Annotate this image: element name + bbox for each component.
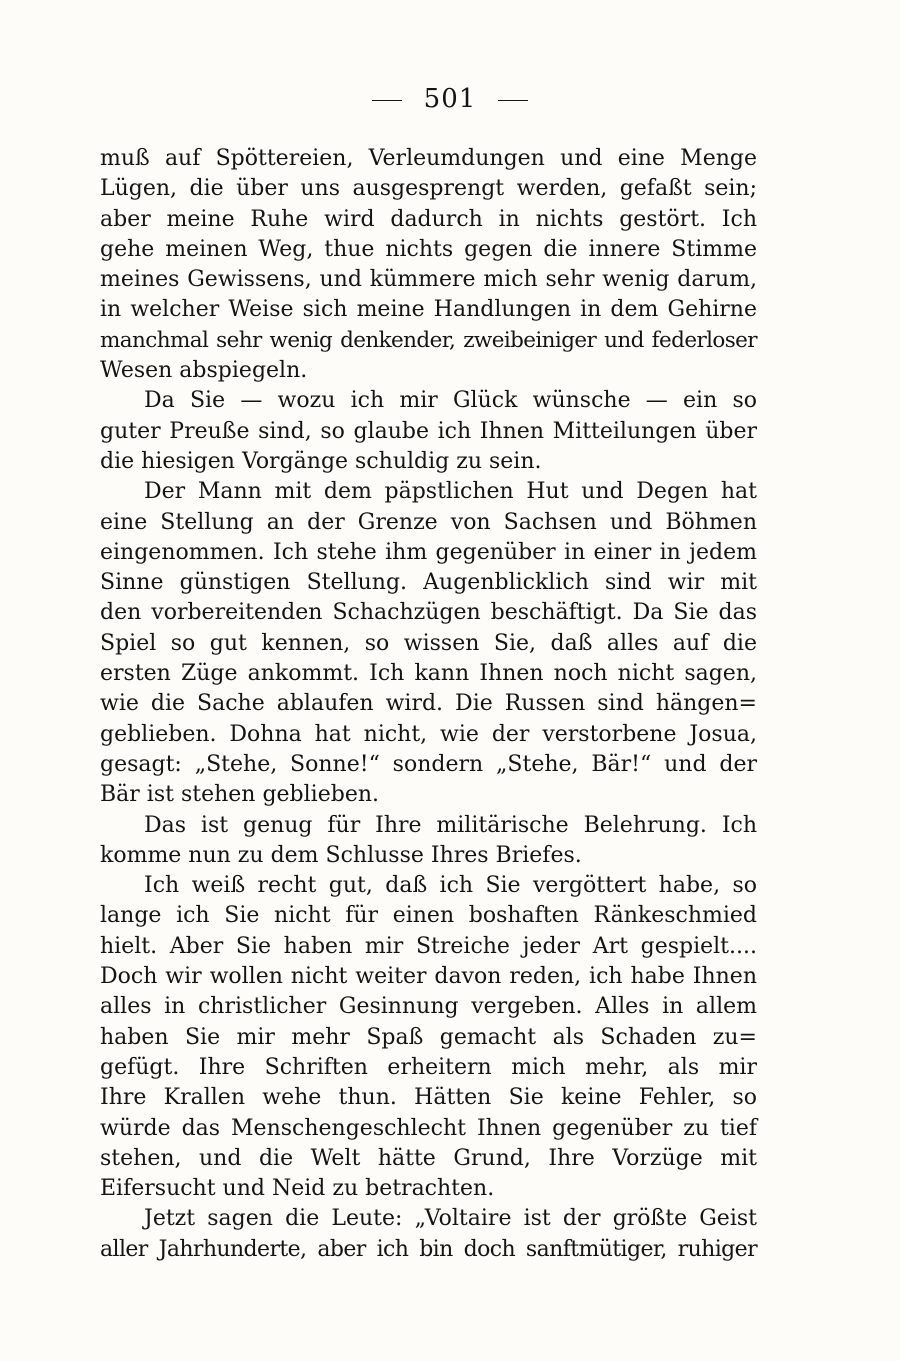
text-line: lange ich Sie nicht für einen boshaften Ränkeschmied	[100, 903, 757, 929]
text-line: Ich weiß recht gut, daß ich Sie vergöttert habe, so	[144, 873, 757, 899]
text-line: manchmal sehr wenig denkender, zweibeiniger und federloser	[100, 327, 757, 353]
text-line: gesagt: „Stehe, Sonne!“ sondern „Stehe, Bär!“ und der	[100, 751, 757, 777]
header-dash-left	[372, 100, 402, 101]
text-line: muß auf Spöttereien, Verleumdungen und eine Menge	[100, 146, 757, 171]
text-line: gefügt. Ihre Schriften erheitern mich mehr, als mir	[100, 1054, 757, 1080]
text-line: gehe meinen Weg, thue nichts gegen die innere Stimme	[100, 236, 757, 262]
header-dash-right	[498, 100, 528, 101]
text-line: Ihre Krallen wehe thun. Hätten Sie keine Fehler, so	[100, 1085, 757, 1111]
text-line: Eifersucht und Neid zu betrachten.	[100, 1176, 495, 1202]
text-line: Jetzt sagen die Leute: „Voltaire ist der größte Geist	[144, 1206, 757, 1232]
text-line: ersten Züge ankommt. Ich kann Ihnen noch nicht sagen,	[100, 661, 757, 687]
text-line: Doch wir wollen nicht weiter davon reden, ich habe Ihnen	[100, 964, 757, 990]
text-line: Der Mann mit dem päpstlichen Hut und Degen hat	[144, 479, 757, 505]
text-line: Spiel so gut kennen, so wissen Sie, daß alles auf die	[100, 630, 757, 656]
body-text	[100, 144, 757, 1265]
text-line: in welcher Weise sich meine Handlungen in dem Gehirne	[100, 297, 757, 323]
text-line: den vorbereitenden Schachzügen beschäftigt. Da Sie das	[100, 600, 757, 626]
text-line: guter Preuße sind, so glaube ich Ihnen Mitteilungen über	[100, 418, 757, 444]
page-number: 501	[423, 84, 477, 114]
text-line: Bär ist stehen geblieben.	[100, 782, 379, 808]
text-line: Da Sie — wozu ich mir Glück wünsche — ein so	[144, 388, 757, 414]
text-line: aller Jahrhunderte, aber ich bin doch sanftmütiger, ruhiger	[100, 1236, 757, 1262]
text-line: haben Sie mir mehr Spaß gemacht als Schaden zu=	[100, 1024, 757, 1050]
text-line: würde das Menschengeschlecht Ihnen gegenüber zu tief	[100, 1115, 757, 1141]
text-line: hielt. Aber Sie haben mir Streiche jeder Art gespielt....	[100, 933, 757, 959]
text-line: eingenommen. Ich stehe ihm gegenüber in einer in jedem	[100, 539, 757, 565]
text-line: geblieben. Dohna hat nicht, wie der verstorbene Josua,	[100, 721, 757, 747]
text-line: aber meine Ruhe wird dadurch in nichts gestört. Ich	[100, 206, 757, 232]
text-line: Lügen, die über uns ausgesprengt werden, gefaßt sein;	[100, 176, 757, 202]
page-header	[0, 82, 900, 116]
text-line: stehen, und die Welt hätte Grund, Ihre Vorzüge mit	[100, 1145, 757, 1171]
text-line: Das ist genug für Ihre militärische Belehrung. Ich	[144, 812, 757, 838]
text-line: komme nun zu dem Schlusse Ihres Briefes.	[100, 842, 582, 868]
text-line: eine Stellung an der Grenze von Sachsen und Böhmen	[100, 509, 757, 535]
text-line: alles in christlicher Gesinnung vergeben. Alles in allem	[100, 994, 757, 1020]
text-line: die hiesigen Vorgänge schuldig zu sein.	[100, 448, 542, 474]
text-line: meines Gewissens, und kümmere mich sehr wenig darum,	[100, 267, 757, 293]
text-line: Wesen abspiegeln.	[100, 358, 308, 384]
text-line: wie die Sache ablaufen wird. Die Russen sind hängen=	[100, 691, 757, 717]
text-line: Sinne günstigen Stellung. Augenblicklich sind wir mit	[100, 570, 757, 596]
